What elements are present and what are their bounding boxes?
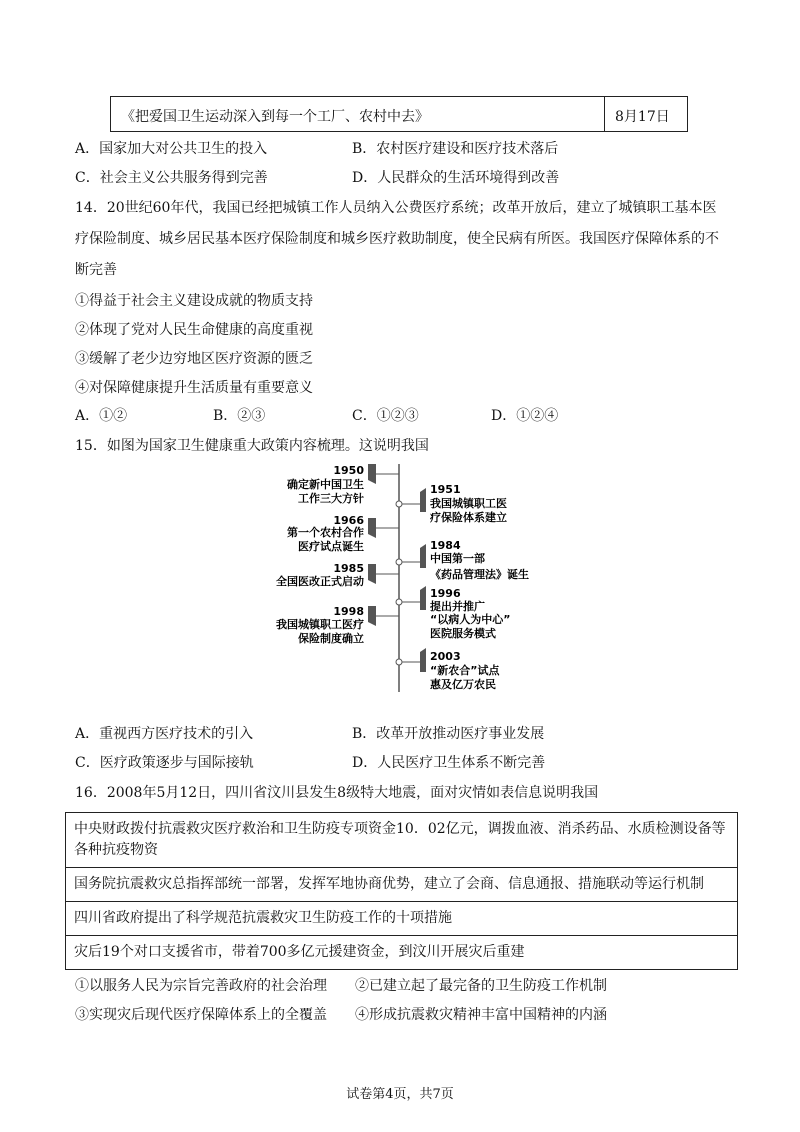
timeline-year-1996: 1996 (430, 587, 461, 600)
q16-row-4: 灾后19个对口支援省市，带着700多亿元援建资金，到汶川开展灾后重建 (74, 944, 525, 960)
timeline-year-1951: 1951 (430, 483, 461, 496)
q14-option-c: C．①②③ (352, 408, 419, 424)
q13-option-b: B．农村医疗建设和医疗技术落后 (352, 141, 559, 157)
q16-stem: 16．2008年5月12日，四川省汶川县发生8级特大地震，面对灾情如表信息说明我国 (75, 785, 599, 801)
q16-item-2: ②已建立起了最完备的卫生防疫工作机制 (355, 978, 607, 994)
timeline-year-1966: 1966 (333, 514, 364, 527)
q16-info-table (65, 812, 738, 970)
q14-option-b: B．②③ (213, 408, 266, 424)
q16-row-1: 中央财政拨付抗震救灾医疗救治和卫生防疫专项资金10．02亿元，调拨血液、消杀药品、水质检测设备等各种抗疫物资 (66, 813, 737, 868)
timeline-text-1984-1: 中国第一部 (430, 552, 485, 565)
timeline-right-1951 (396, 483, 507, 524)
q16-row-3: 四川省政府提出了科学规范抗震救灾卫生防疫工作的十项措施 (66, 902, 737, 936)
timeline-year-1998: 1998 (333, 605, 364, 618)
q14-item-1: ①得益于社会主义建设成就的物质支持 (75, 293, 313, 309)
timeline-text-1996-1: 提出并推广 (430, 600, 485, 613)
timeline-right-1996 (396, 586, 510, 640)
page-footer: 试卷第4页，共7页 (346, 1087, 454, 1102)
q16-item-4: ④形成抗震救灾精神丰富中国精神的内涵 (355, 1007, 607, 1023)
q15-stem: 15．如图为国家卫生健康重大政策内容梳理。这说明我国 (75, 438, 429, 454)
q13-option-a: A．国家加大对公共卫生的投入 (75, 141, 268, 157)
q15-option-d: D．人民医疗卫生体系不断完善 (352, 755, 546, 771)
q14-option-d: D．①②④ (491, 408, 559, 424)
timeline-text-1985-1: 全国医改正式启动 (276, 575, 364, 588)
q14-item-2: ②体现了党对人民生命健康的高度重视 (75, 322, 313, 338)
timeline-text-1998-2: 保险制度确立 (298, 632, 364, 645)
timeline-left-1950 (287, 464, 399, 505)
timeline-text-1984-2: 《药品管理法》诞生 (430, 568, 529, 581)
q16-row-2: 国务院抗震救灾总指挥部统一部署，发挥军地协商优势，建立了会商、信息通报、措施联动等运行机制 (66, 868, 737, 902)
table-cell-date: 8月17日 (615, 109, 670, 125)
table-cell-title: 《把爱国卫生运动深入到每一个工厂、农村中去》 (111, 97, 605, 131)
timeline-text-1951-2: 疗保险体系建立 (430, 511, 507, 524)
timeline-text-1996-2: “以病人为中心” (430, 613, 511, 626)
timeline-year-2003: 2003 (430, 650, 461, 663)
q14-stem-line2: 疗保险制度、城乡居民基本医疗保险制度和城乡医疗救助制度，使全民病有所医。我国医疗保障体系的不 (75, 231, 719, 247)
q13-option-d: D．人民群众的生活环境得到改善 (352, 170, 560, 186)
timeline-text-1951-1: 我国城镇职工医 (430, 497, 507, 510)
q16-item-1: ①以服务人民为宗旨完善政府的社会治理 (75, 978, 327, 994)
timeline-text-1998-1: 我国城镇职工医疗 (276, 618, 364, 631)
timeline-left-1966 (287, 514, 399, 553)
timeline-right-1984 (396, 539, 529, 581)
q14-item-3: ③缓解了老少边穷地区医疗资源的匮乏 (75, 351, 313, 367)
policy-timeline-figure (268, 460, 608, 700)
timeline-left-1998 (276, 605, 399, 645)
timeline-year-1950: 1950 (333, 464, 364, 477)
timeline-year-1984: 1984 (430, 539, 461, 552)
q14-stem-line1: 14．20世纪60年代，我国已经把城镇工作人员纳入公费医疗系统；改革开放后，建立了城镇职工基本医 (75, 200, 717, 216)
timeline-left-1985 (276, 562, 399, 588)
timeline-text-1950-2: 工作三大方针 (298, 492, 364, 505)
timeline-text-2003-1: “新农合”试点 (430, 664, 500, 677)
timeline-text-1966-2: 医疗试点诞生 (298, 540, 364, 553)
timeline-year-1985: 1985 (333, 562, 364, 575)
document-table-top (110, 96, 688, 132)
timeline-right-2003 (396, 648, 500, 691)
q13-option-c: C．社会主义公共服务得到完善 (75, 170, 268, 186)
q14-option-a: A．①② (75, 408, 128, 424)
q15-option-a: A．重视西方医疗技术的引入 (75, 726, 254, 742)
q16-item-3: ③实现灾后现代医疗保障体系上的全覆盖 (75, 1007, 327, 1023)
timeline-text-2003-2: 惠及亿万农民 (430, 678, 496, 691)
q15-option-c: C．医疗政策逐步与国际接轨 (75, 755, 254, 771)
q14-item-4: ④对保障健康提升生活质量有重要意义 (75, 380, 313, 396)
timeline-text-1950-1: 确定新中国卫生 (287, 478, 364, 491)
timeline-text-1966-1: 第一个农村合作 (287, 526, 364, 539)
q15-option-b: B．改革开放推动医疗事业发展 (352, 726, 545, 742)
q14-stem-line3: 断完善 (75, 262, 117, 278)
timeline-text-1996-3: 医院服务模式 (430, 627, 496, 640)
